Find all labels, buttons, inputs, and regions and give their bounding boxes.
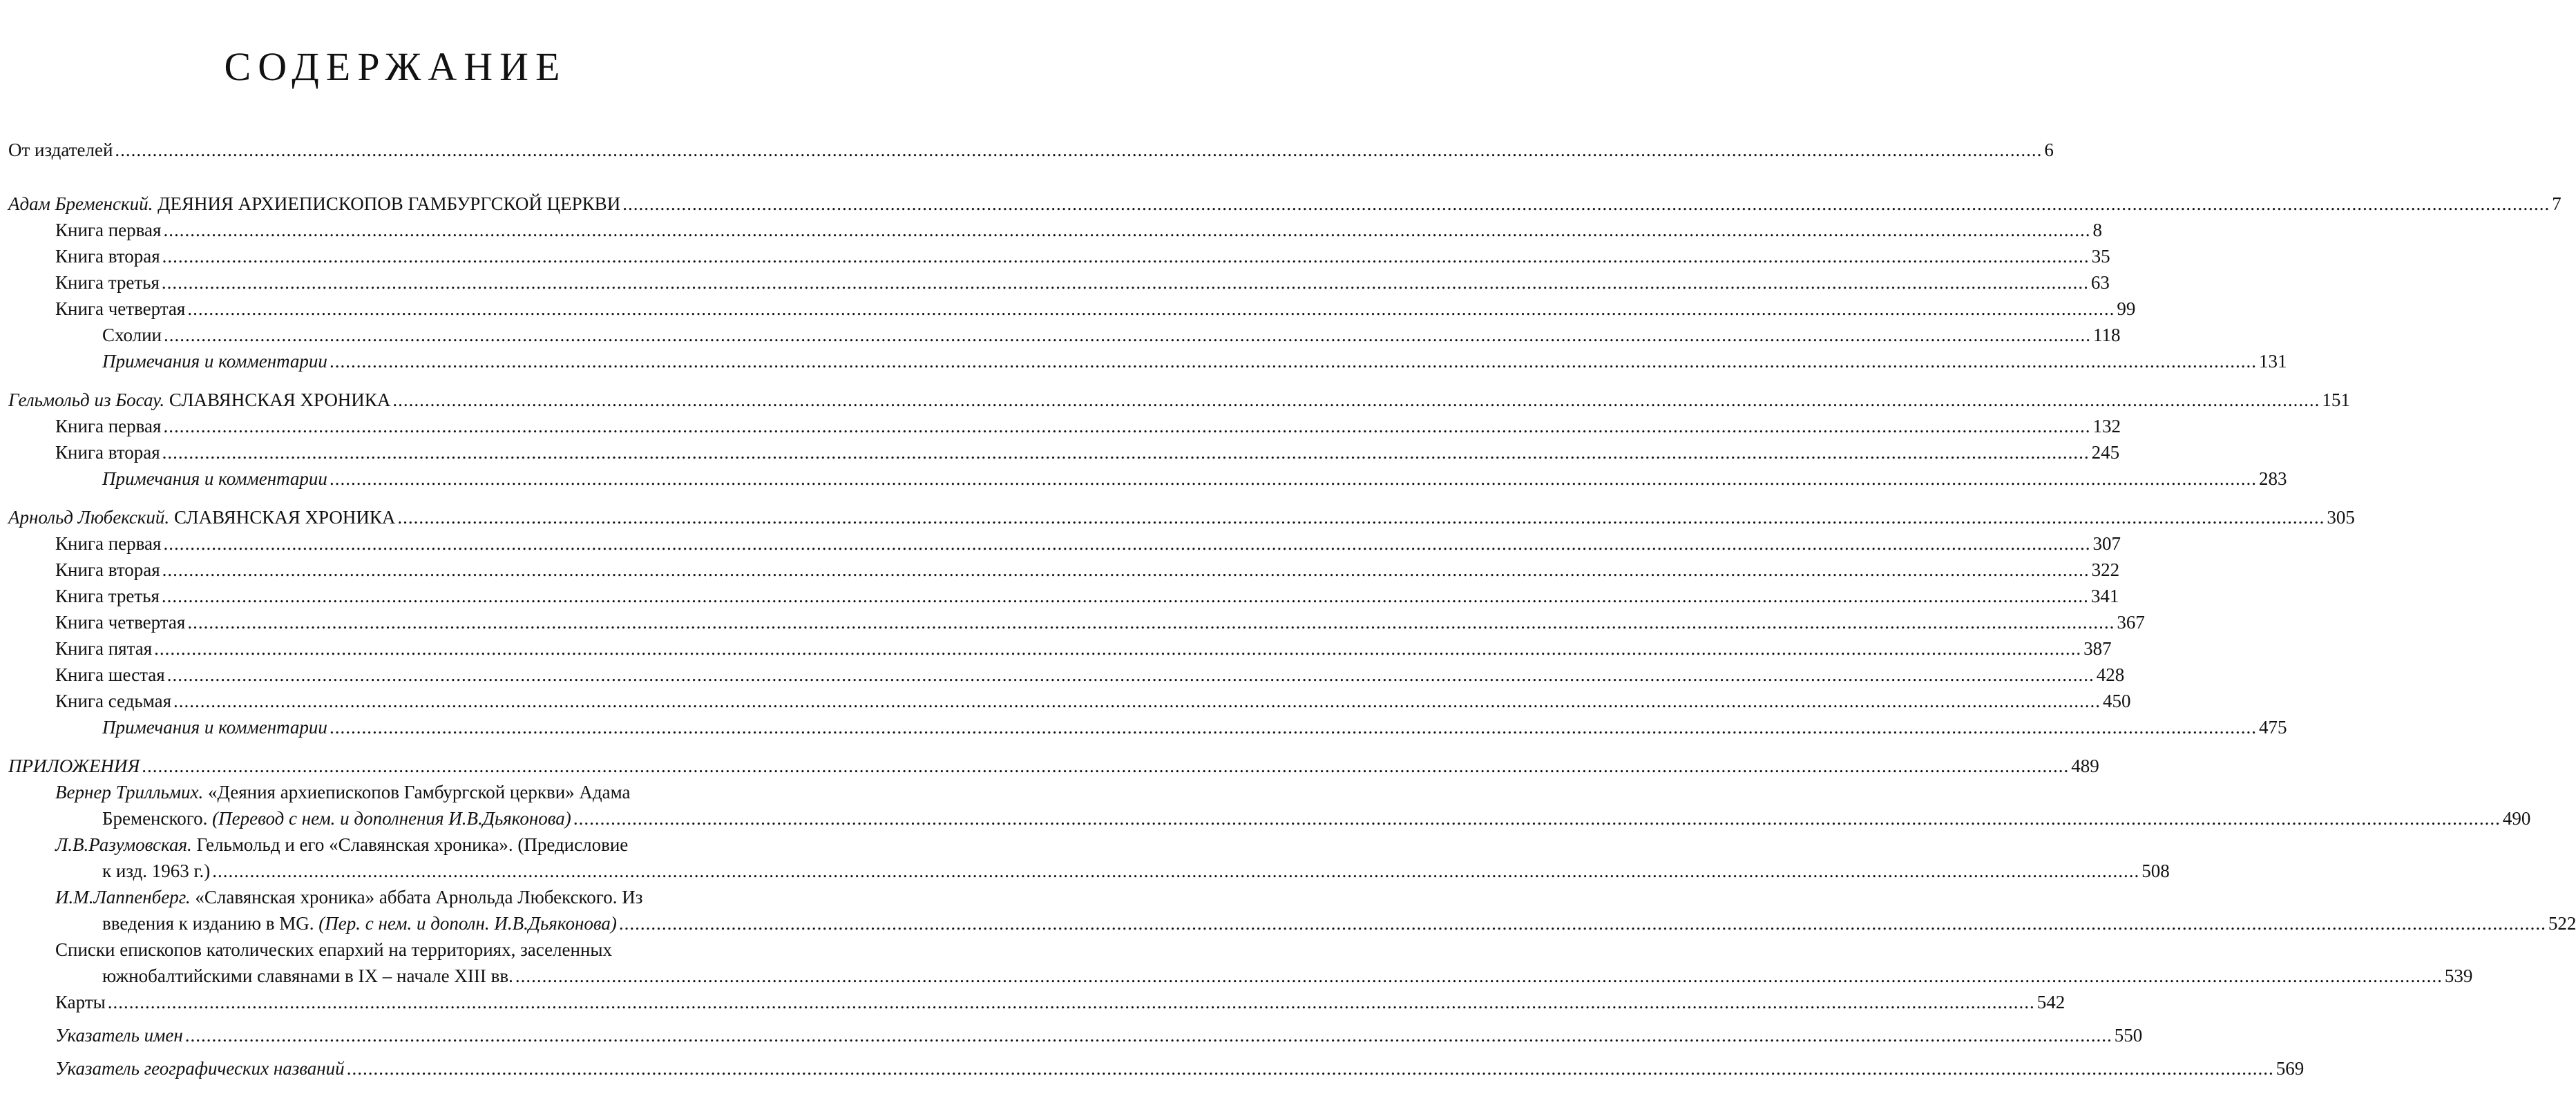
toc-entry-label: Схолии xyxy=(102,325,162,345)
toc-entry-page: 322 xyxy=(2091,559,2120,580)
leader-dots xyxy=(162,271,2089,294)
toc-entry-line1 xyxy=(55,885,642,909)
toc-entry-adam[interactable] xyxy=(0,189,2561,215)
toc-entry-page: 475 xyxy=(2258,717,2287,738)
toc-entry[interactable] xyxy=(0,555,2120,582)
leader-dots xyxy=(622,192,2550,215)
leader-dots xyxy=(162,441,2090,464)
toc-entry-page: 450 xyxy=(2103,691,2131,711)
toc-entry-page: 8 xyxy=(2092,220,2102,240)
leader-dots xyxy=(187,611,2115,634)
page-title: СОДЕРЖАНИЕ xyxy=(224,44,567,89)
toc-entry-label: Книга четвертая xyxy=(55,298,186,319)
leader-dots xyxy=(347,1057,2274,1080)
toc-entry-label: Книга первая xyxy=(55,533,162,554)
toc-entry-page: 63 xyxy=(2090,272,2110,293)
toc-entry-label: Указатель географических названий xyxy=(55,1058,345,1079)
toc-entry[interactable] xyxy=(0,320,2121,347)
toc-entry-label: ПРИЛОЖЕНИЯ xyxy=(8,756,140,776)
toc-entry-page: 7 xyxy=(2552,193,2561,214)
toc-entry[interactable] xyxy=(0,634,2112,660)
toc-entry-page: 6 xyxy=(2044,140,2054,160)
leader-dots xyxy=(573,807,2501,830)
toc-entry-page: 489 xyxy=(2071,756,2099,776)
toc-entry-line1 xyxy=(55,938,612,961)
toc-entry-publishers[interactable] xyxy=(0,135,2054,162)
toc-entry-label: Примечания и комментарии xyxy=(102,351,327,372)
toc-entry-author: Вернер Трилльмих. xyxy=(55,782,204,803)
leader-dots xyxy=(392,388,2320,412)
toc-entry-label: Книга вторая xyxy=(55,442,160,463)
leader-dots xyxy=(163,414,2090,438)
toc-entry-maps[interactable] xyxy=(0,988,2065,1014)
leader-dots xyxy=(515,964,2443,988)
toc-entry-page: 132 xyxy=(2092,416,2121,436)
toc-entry-line1 xyxy=(55,833,628,856)
toc-entry-label: Списки епископов католических епархий на территориях, заселенных xyxy=(55,939,613,960)
leader-dots xyxy=(154,637,2081,660)
toc-entry-note: (Перевод с нем. и дополнения И.В.Дьяконова) xyxy=(212,808,571,829)
leader-dots xyxy=(212,859,2139,883)
toc-entry-label: Гельмольд и его «Славянская хроника». (Предисловие xyxy=(191,834,629,855)
toc-entry-page: 542 xyxy=(2036,992,2065,1012)
toc-entry-label: От издателей xyxy=(8,140,113,160)
toc-entry-page: 569 xyxy=(2276,1058,2305,1079)
leader-dots xyxy=(167,663,2095,686)
toc-entry-label: Книга вторая xyxy=(55,246,160,267)
toc-entry-page: 99 xyxy=(2117,298,2136,319)
toc-entry-page: 508 xyxy=(2141,861,2170,881)
toc-entry-page: 428 xyxy=(2096,664,2125,685)
leader-dots xyxy=(163,532,2090,555)
toc-entry-page: 550 xyxy=(2114,1025,2143,1046)
toc-entry-label: Книга вторая xyxy=(55,559,160,580)
toc-entry[interactable] xyxy=(0,608,2145,634)
toc-entry-label: Примечания и комментарии xyxy=(102,468,327,489)
toc-entry-author: Адам Бременский. xyxy=(8,193,153,214)
toc-entry-label: Книга первая xyxy=(55,220,162,240)
toc-entry[interactable] xyxy=(0,268,2110,294)
leader-dots xyxy=(162,584,2089,608)
toc-entry-page: 307 xyxy=(2092,533,2121,554)
toc-entry-label: Карты xyxy=(55,992,106,1012)
toc-entry-page: 118 xyxy=(2093,325,2121,345)
leader-dots xyxy=(108,990,2035,1014)
toc-entry[interactable] xyxy=(0,412,2121,438)
leader-dots xyxy=(185,1024,2112,1047)
toc-entry-author: Арнольд Любекский. xyxy=(8,507,170,528)
leader-dots xyxy=(162,244,2090,268)
toc-entry-label: Книга шестая xyxy=(55,664,165,685)
toc-entry[interactable] xyxy=(0,713,2287,739)
toc-entry-page: 522 xyxy=(2548,913,2576,934)
toc-entry-page: 341 xyxy=(2090,586,2119,606)
leader-dots xyxy=(330,467,2257,490)
leader-dots xyxy=(162,558,2090,582)
toc-entry-label: СЛАВЯНСКАЯ ХРОНИКА xyxy=(164,390,391,410)
toc-entry-name-index[interactable] xyxy=(0,1021,2143,1047)
toc-entry[interactable] xyxy=(0,660,2125,686)
toc-entry-page: 131 xyxy=(2258,351,2287,372)
toc-entry-author: И.М.Лаппенберг. xyxy=(55,887,191,907)
toc-entry[interactable] xyxy=(0,347,2287,373)
toc-entry-note: (Пер. с нем. и дополн. И.В.Дьяконова) xyxy=(318,913,617,934)
toc-entry-label: Книга четвертая xyxy=(55,612,186,633)
toc-entry[interactable] xyxy=(0,438,2120,464)
leader-dots xyxy=(330,349,2257,373)
toc-entry-label: Бременского. xyxy=(102,808,213,829)
toc-entry-author: Гельмольд из Босау. xyxy=(8,390,165,410)
toc-entry-page: 387 xyxy=(2083,638,2112,659)
toc-entry-label: Книга первая xyxy=(55,416,162,436)
leader-dots xyxy=(397,506,2325,529)
toc-entry-page: 283 xyxy=(2258,468,2287,489)
toc-entry-label: «Деяния архиепископов Гамбургской церкви» Адама xyxy=(203,782,631,803)
toc-entry-label: введения к изданию в MG. xyxy=(102,913,319,934)
leader-dots xyxy=(163,218,2090,242)
toc-entry-label: Книга пятая xyxy=(55,638,153,659)
leader-dots xyxy=(173,689,2101,713)
leader-dots xyxy=(164,323,2091,347)
toc-entry-author: Л.В.Разумовская. xyxy=(55,834,192,855)
toc-entry-lappenberg[interactable] xyxy=(0,909,2576,935)
leader-dots xyxy=(142,754,2069,778)
toc-entry[interactable] xyxy=(0,686,2131,713)
toc-entry-label: к изд. 1963 г.) xyxy=(102,861,211,881)
toc-entry-trillmich[interactable] xyxy=(0,804,2531,830)
toc-entry[interactable] xyxy=(0,464,2287,490)
toc-entry-page: 151 xyxy=(2322,390,2350,410)
toc-entry-label: Книга третья xyxy=(55,586,160,606)
toc-entry-label: Указатель имен xyxy=(55,1025,183,1046)
toc-entry-razumovskaya[interactable] xyxy=(0,856,2170,883)
toc-entry-label: «Славянская хроника» аббата Арнольда Любекского. Из xyxy=(190,887,643,907)
toc-entry[interactable] xyxy=(0,582,2119,608)
leader-dots xyxy=(619,912,2546,935)
toc-entry-helmold[interactable] xyxy=(0,385,2350,412)
toc-entry[interactable] xyxy=(0,529,2121,555)
leader-dots xyxy=(330,715,2257,739)
toc-entry-page: 305 xyxy=(2327,507,2355,528)
toc-entry-label: Книга третья xyxy=(55,272,160,293)
toc-entry-label: Примечания и комментарии xyxy=(102,717,327,738)
toc-entry-bishops[interactable] xyxy=(0,961,2473,988)
toc-entry-label: южнобалтийскими славянами в IX – начале XIII вв. xyxy=(102,965,513,986)
toc-entry[interactable] xyxy=(0,294,2136,320)
toc-entry-label: СЛАВЯНСКАЯ ХРОНИКА xyxy=(169,507,396,528)
toc-entry-line1 xyxy=(55,780,631,804)
leader-dots xyxy=(115,138,2042,162)
toc-entry[interactable] xyxy=(0,242,2110,268)
toc-entry-label: Книга седьмая xyxy=(55,691,172,711)
toc-entry-arnold[interactable] xyxy=(0,503,2355,529)
toc-entry-page: 35 xyxy=(2091,246,2110,267)
toc-entry-page: 490 xyxy=(2502,808,2531,829)
toc-entry-label: ДЕЯНИЯ АРХИЕПИСКОПОВ ГАМБУРГСКОЙ ЦЕРКВИ xyxy=(153,193,621,214)
toc-entry-page: 245 xyxy=(2091,442,2120,463)
leader-dots xyxy=(187,297,2115,320)
toc-entry-page: 539 xyxy=(2444,965,2473,986)
toc-entry-page: 367 xyxy=(2117,612,2145,633)
toc-entry[interactable] xyxy=(0,215,2102,242)
toc-entry-geo-index[interactable] xyxy=(0,1054,2305,1080)
toc-entry-appendices[interactable] xyxy=(0,751,2099,778)
